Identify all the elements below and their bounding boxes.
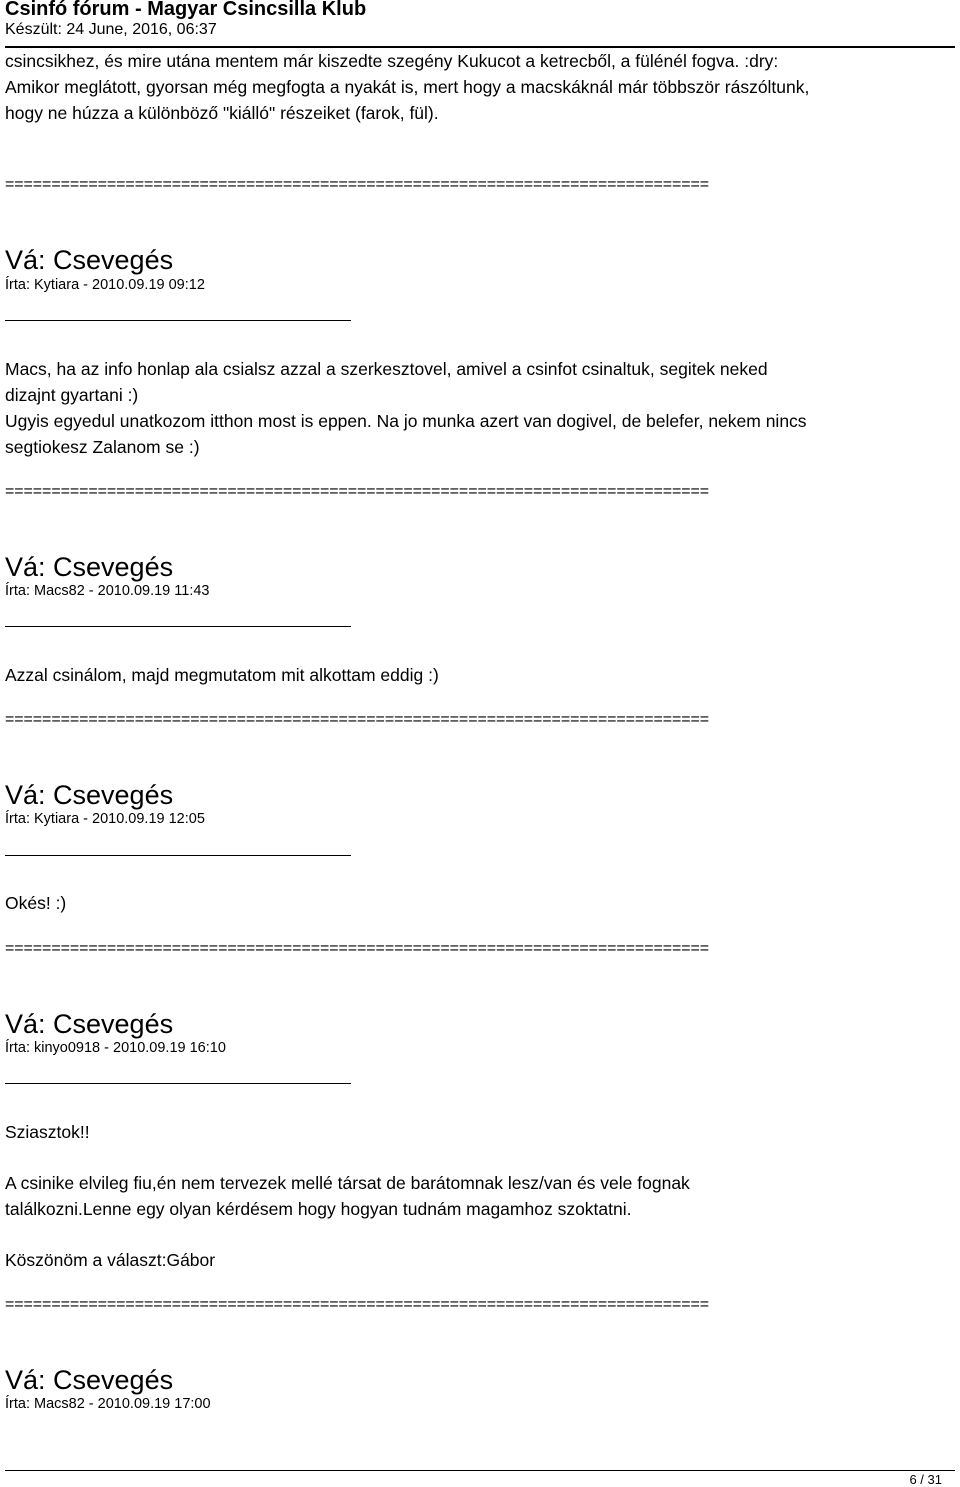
post-body-line: A csinike elvileg fiu,én nem tervezek mellé társat de barátomnak lesz/van és vele fognak (5, 1173, 690, 1193)
footer-divider (5, 1470, 955, 1471)
post-body-line: Köszönöm a választ:Gábor (5, 1250, 216, 1270)
page-number: 6 / 31 (909, 1472, 942, 1487)
intro-line: Amikor meglátott, gyorsan még megfogta a nyakát is, mert hogy a macskáknál már többször rászóltunk, (5, 77, 810, 97)
site-title: Csinfó fórum - Magyar Csincsilla Klub (5, 0, 367, 20)
post-body-line: dizajnt gyartani :) (5, 385, 139, 405)
post-body-line: Okés! :) (5, 893, 67, 913)
post-author: Írta: Kytiara - 2010.09.19 12:05 (5, 811, 205, 827)
post-body-line: segtiokesz Zalanom se :) (5, 437, 200, 457)
post-divider (5, 320, 351, 321)
post-title: Vá: Csevegés (5, 780, 174, 810)
intro-line: hogy ne húzza a különböző "kiálló" részeiket (farok, fül). (5, 103, 439, 123)
post-separator: ============================================================================ (5, 711, 710, 728)
post-author: Írta: kinyo0918 - 2010.09.19 16:10 (5, 1040, 226, 1056)
post-body-line: Macs, ha az info honlap ala csialsz azzal a szerkesztovel, amivel a csinfot csinaltuk, segitek neked (5, 359, 768, 379)
post-separator: ============================================================================ (5, 940, 710, 957)
post-separator: ============================================================================ (5, 483, 710, 500)
post-title: Vá: Csevegés (5, 1009, 174, 1039)
post-divider (5, 626, 351, 627)
post-separator: ============================================================================ (5, 1296, 710, 1313)
post-divider (5, 1083, 351, 1084)
post-author: Írta: Macs82 - 2010.09.19 17:00 (5, 1396, 211, 1412)
post-separator: ============================================================================ (5, 176, 710, 193)
post-body-line: Sziasztok!! (5, 1122, 90, 1142)
post-body-line: Ugyis egyedul unatkozom itthon most is eppen. Na jo munka azert van dogivel, de belefer, nekem nincs (5, 411, 807, 431)
intro-line: csincsikhez, és mire utána mentem már kiszedte szegény Kukucot a ketrecből, a fülénél fogva. :dry: (5, 51, 779, 71)
post-author: Írta: Macs82 - 2010.09.19 11:43 (5, 583, 210, 599)
post-body-line: Azzal csinálom, majd megmutatom mit alkottam eddig :) (5, 665, 439, 685)
post-body-line: találkozni.Lenne egy olyan kérdésem hogy hogyan tudnám magamhoz szoktatni. (5, 1199, 632, 1219)
post-title: Vá: Csevegés (5, 1365, 174, 1395)
post-divider (5, 855, 351, 856)
post-title: Vá: Csevegés (5, 552, 174, 582)
post-author: Írta: Kytiara - 2010.09.19 09:12 (5, 277, 205, 293)
created-timestamp: Készült: 24 June, 2016, 06:37 (5, 21, 217, 38)
post-title: Vá: Csevegés (5, 245, 174, 275)
